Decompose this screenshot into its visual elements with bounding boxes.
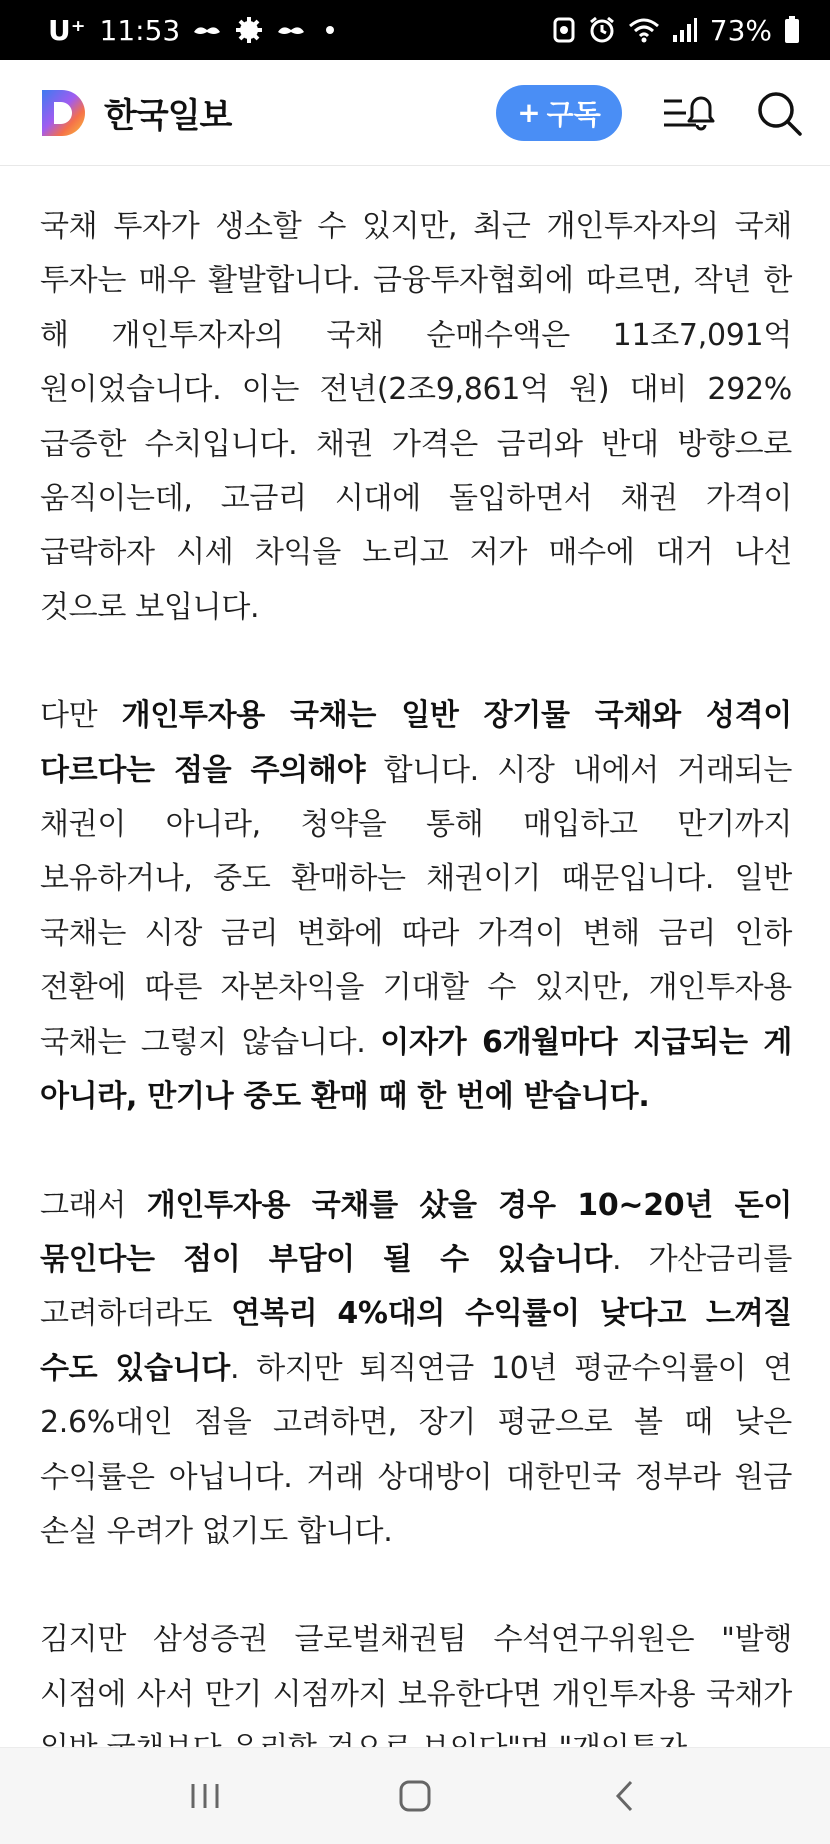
app-header (0, 60, 830, 166)
hankook-ilbo-logo-icon (40, 88, 88, 138)
back-icon (613, 1779, 637, 1813)
mustache-notification-icon (192, 22, 222, 38)
signal-icon (672, 17, 698, 43)
bold-text: 연복리 4%대의 수익률이 낮다고 느껴질 수도 있습니다 (40, 1296, 792, 1386)
battery-saver-icon (552, 16, 576, 44)
menu-bell-icon[interactable] (662, 91, 718, 135)
recents-icon (188, 1781, 222, 1811)
status-bar (0, 0, 830, 60)
article-paragraph (40, 1179, 792, 1560)
wifi-icon (628, 17, 660, 43)
article-paragraph (40, 200, 792, 635)
status-time: 11:53 (99, 13, 181, 47)
mustache-notification-icon (276, 22, 306, 38)
system-nav-bar (0, 1747, 830, 1844)
subscribe-button[interactable] (496, 85, 622, 141)
subscribe-label: 구독 (546, 97, 601, 131)
battery-percent: 73% (709, 13, 772, 47)
body-text: . 하지만 퇴직연금 10년 평균수익률이 연 2.6%대인 점을 고려하면, 장기 평균으로 볼 때 낮은 수익률은 아닙니다. 거래 상대방이 대한민국 정부라 원금 손실 우려가 없기도 합니다. (40, 1350, 792, 1549)
plus-icon: + (517, 96, 541, 129)
status-left (48, 14, 334, 47)
status-right (552, 14, 800, 47)
more-notifications-dot-icon (326, 26, 334, 34)
carrier-label: U⁺ (48, 13, 86, 47)
logo[interactable] (40, 88, 231, 138)
logo-text: 한국일보 (104, 96, 232, 136)
body-text: . 가산금리를 고려하더라도 (40, 1241, 793, 1332)
home-button[interactable] (385, 1771, 445, 1821)
bold-text: 개인투자용 국채를 샀을 경우 10~20년 돈이 묶인다는 점이 부담이 될 수 있습니다 (40, 1187, 793, 1277)
back-button[interactable] (595, 1771, 655, 1821)
bold-text: 개인투자용 국채는 일반 장기물 국채와 성격이 다르다는 점을 주의해야 (40, 698, 792, 788)
alarm-icon (588, 16, 616, 44)
article-body (40, 200, 792, 1831)
battery-icon (784, 16, 800, 44)
body-text: 합니다. 시장 내에서 거래되는 채권이 아니라, 청약을 통해 매입하고 만기까지 보유하거나, 중도 환매하는 채권이기 때문입니다. 일반 국채는 시장 금리 변화에 따라 가격이 변해 금리 인하 전환에 따른 자본차익을 기대할 수 있지만, 개인투자용 국채는 그렇지 않습니다. (40, 752, 792, 1060)
recents-button[interactable] (175, 1771, 235, 1821)
body-text: 그래서 (40, 1187, 147, 1223)
header-actions (496, 85, 802, 141)
search-icon[interactable] (756, 90, 802, 136)
settings-notification-icon (234, 15, 264, 45)
body-text: 다만 (40, 698, 122, 734)
body-text: 김지만 삼성증권 글로벌채권팀 수석연구위원은 "발행 시점에 사서 만기 시점까지 보유한다면 개인투자용 국채가 (40, 1622, 792, 1712)
article-paragraph (40, 689, 792, 1124)
home-icon (398, 1779, 432, 1813)
bold-text: 이자가 6개월마다 지급되는 게 아니라, 만기나 중도 환매 때 한 번에 받습니다. (40, 1024, 793, 1115)
body-text: 국채 투자가 생소할 수 있지만, 최근 개인투자자의 국채 투자는 매우 활발합니다. 금융투자협회에 따르면, 작년 한 해 개인투자자의 국채 순매수액은 11조7,091억 원이었습니다. 이는 전년(2조9,861억 원) 대비 292% 급증한 수치입니다. 채권 가격은 금리와 반대 방향으로 움직이는데, 고금리 시대에 돌입하면서 채권 가격이 급락하자 시세 차익을 노리고 저가 매수에 대거 나선 것으로 보입니다. (40, 209, 792, 625)
